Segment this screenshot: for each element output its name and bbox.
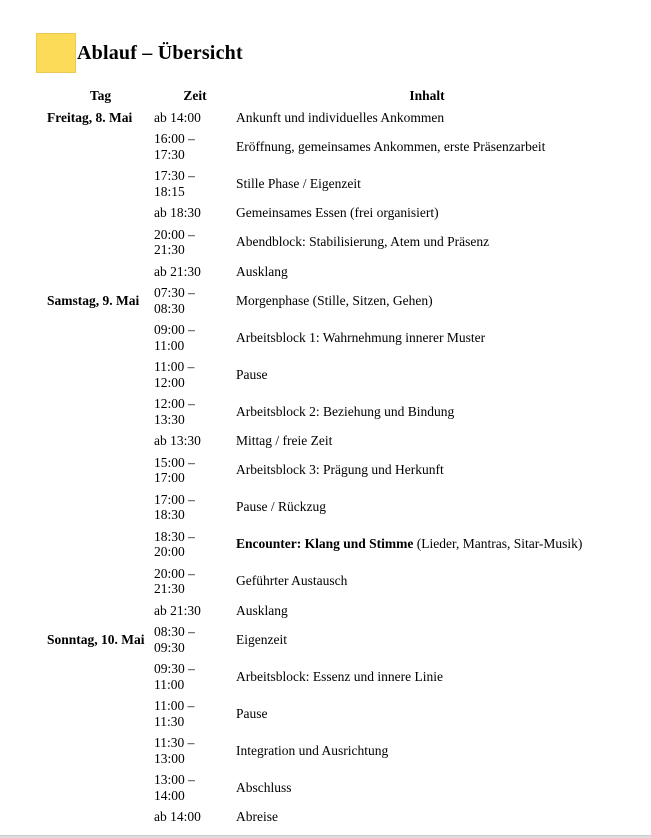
table-row — [47, 658, 618, 695]
time-cell: 07:30 – 08:30 — [154, 285, 195, 316]
content-cell: Integration und Ausrichtung — [236, 742, 389, 758]
table-row — [47, 695, 618, 732]
time-cell: 15:00 – 17:00 — [154, 454, 195, 485]
time-cell: ab 14:00 — [154, 809, 201, 824]
time-cell: 08:30 – 09:30 — [154, 624, 195, 655]
table-row — [47, 282, 618, 319]
table-row — [47, 393, 618, 430]
day-cell — [47, 356, 154, 393]
content-bold-text: Encounter: Klang und Stimme — [236, 536, 414, 552]
schedule-table-header — [47, 85, 618, 107]
table-row — [47, 769, 618, 806]
time-cell: 09:30 – 11:00 — [154, 661, 195, 692]
page-title: Ablauf – Übersicht — [77, 41, 243, 64]
time-cell: 17:00 – 18:30 — [154, 491, 195, 522]
content-cell: Ausklang — [236, 263, 288, 279]
table-row — [47, 621, 618, 658]
schedule-table — [47, 85, 618, 828]
time-cell: 20:00 – 21:30 — [154, 565, 195, 596]
day-cell — [47, 695, 154, 732]
content-cell: Arbeitsblock 2: Beziehung und Bindung — [236, 403, 455, 419]
content-cell: Eröffnung, gemeinsames Ankommen, erste Präsenzarbeit — [236, 138, 546, 154]
time-cell: 09:00 – 11:00 — [154, 322, 195, 353]
table-row — [47, 563, 618, 600]
content-cell: Morgenphase (Stille, Sitzen, Gehen) — [236, 292, 433, 308]
day-cell — [47, 526, 154, 563]
day-cell — [47, 319, 154, 356]
table-row — [47, 600, 618, 622]
day-cell — [47, 806, 154, 828]
day-cell — [47, 658, 154, 695]
time-cell: 11:00 – 12:00 — [154, 359, 195, 390]
content-cell: Encounter: Klang und Stimme (Lieder, Mantras, Sitar-Musik) — [236, 536, 583, 552]
table-row — [47, 165, 618, 202]
table-row — [47, 732, 618, 769]
content-cell: Pause — [236, 366, 268, 382]
content-cell: Eigenzeit — [236, 631, 287, 647]
table-row — [47, 452, 618, 489]
table-row — [47, 261, 618, 283]
column-header-tag: Tag — [89, 88, 112, 103]
content-cell: Arbeitsblock: Essenz und innere Linie — [236, 668, 443, 684]
table-row — [47, 430, 618, 452]
time-cell: 16:00 – 17:30 — [154, 131, 195, 162]
content-cell: Stille Phase / Eigenzeit — [236, 175, 361, 191]
day-cell — [47, 732, 154, 769]
time-cell: 11:00 – 11:30 — [154, 698, 195, 729]
time-cell: ab 14:00 — [154, 109, 201, 125]
day-cell: Freitag, 8. Mai — [47, 109, 133, 125]
header-row — [47, 85, 618, 107]
document-header — [36, 33, 243, 73]
time-cell: 17:30 – 18:15 — [154, 168, 195, 199]
schedule-table-body — [47, 107, 618, 828]
column-header-inhalt: Inhalt — [409, 88, 445, 103]
day-cell — [47, 165, 154, 202]
content-cell: Ankunft und individuelles Ankommen — [236, 109, 445, 125]
column-header-zeit: Zeit — [183, 88, 207, 103]
content-cell: Geführter Austausch — [236, 573, 348, 589]
day-cell: Samstag, 9. Mai — [47, 292, 140, 308]
day-cell — [47, 128, 154, 165]
table-row — [47, 202, 618, 224]
content-cell: Pause / Rückzug — [236, 499, 326, 515]
time-cell: 18:30 – 20:00 — [154, 528, 195, 559]
content-cell: Arbeitsblock 1: Wahrnehmung innerer Muster — [236, 329, 486, 345]
time-cell: 11:30 – 13:00 — [154, 735, 195, 766]
time-cell: ab 21:30 — [154, 263, 201, 279]
day-cell — [47, 202, 154, 224]
day-cell — [47, 600, 154, 622]
table-row — [47, 356, 618, 393]
content-cell: Gemeinsames Essen (frei organisiert) — [236, 205, 439, 220]
time-cell: 12:00 – 13:30 — [154, 396, 195, 427]
day-cell — [47, 224, 154, 261]
table-row — [47, 224, 618, 261]
day-cell — [47, 489, 154, 526]
day-cell — [47, 452, 154, 489]
yellow-square-icon — [36, 33, 76, 73]
content-cell: Abschluss — [236, 779, 292, 795]
content-cell: Abreise — [236, 809, 278, 824]
time-cell: ab 13:30 — [154, 433, 201, 448]
content-cell: Abendblock: Stabilisierung, Atem und Präsenz — [236, 234, 490, 250]
table-row — [47, 806, 618, 828]
day-cell — [47, 563, 154, 600]
day-cell — [47, 393, 154, 430]
content-cell: Pause — [236, 705, 268, 721]
day-cell — [47, 261, 154, 283]
time-cell: 13:00 – 14:00 — [154, 772, 195, 803]
table-row — [47, 319, 618, 356]
table-row — [47, 107, 618, 129]
day-cell: Sonntag, 10. Mai — [47, 631, 145, 647]
table-row — [47, 128, 618, 165]
time-cell: 20:00 – 21:30 — [154, 226, 195, 257]
time-cell: ab 21:30 — [154, 602, 201, 618]
content-cell: Arbeitsblock 3: Prägung und Herkunft — [236, 462, 444, 478]
day-cell — [47, 430, 154, 452]
time-cell: ab 18:30 — [154, 205, 201, 220]
day-cell — [47, 769, 154, 806]
content-cell: Mittag / freie Zeit — [236, 433, 333, 448]
table-row — [47, 526, 618, 563]
content-cell: Ausklang — [236, 602, 288, 618]
table-row — [47, 489, 618, 526]
